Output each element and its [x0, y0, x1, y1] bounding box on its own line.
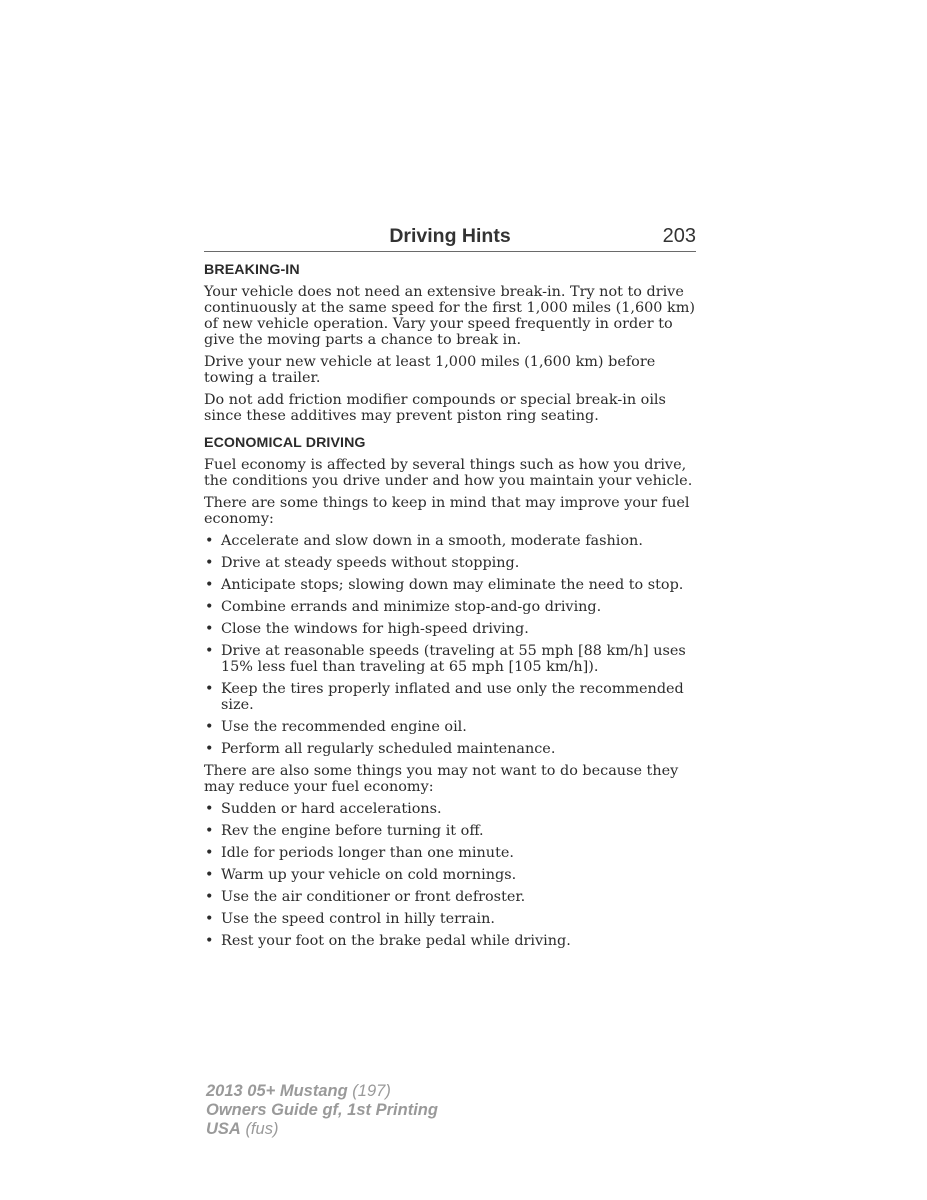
- list-item: • Drive at steady speeds without stopping.: [205, 555, 520, 571]
- paragraph: Fuel economy is affected by several things such as how you drive, the conditions you drive under and how you maintain your vehicle.: [204, 457, 693, 489]
- list-item: • Rest your foot on the brake pedal while driving.: [205, 933, 571, 949]
- page-header: [204, 224, 696, 252]
- improve-economy-list: [204, 533, 696, 757]
- paragraph: Your vehicle does not need an extensive break-in. Try not to drive continuously at the same speed for the first 1,000 miles (1,600 km) of new vehicle operation. Vary your speed frequently in order to give the moving parts a chance to break in.: [204, 284, 696, 348]
- list-item: • Use the recommended engine oil.: [205, 719, 467, 735]
- list-item: • Warm up your vehicle on cold mornings.: [205, 867, 517, 883]
- page-content: [204, 262, 696, 955]
- bullet-icon: •: [205, 801, 214, 817]
- paragraph: Drive your new vehicle at least 1,000 miles (1,600 km) before towing a trailer.: [204, 354, 656, 386]
- section-heading-economical-driving: ECONOMICAL DRIVING: [204, 435, 366, 451]
- list-item: • Drive at reasonable speeds (traveling at 55 mph [88 km/h] uses 15% less fuel than traveling at 65 mph [105 km/h]).: [205, 643, 686, 675]
- list-item: • Accelerate and slow down in a smooth, moderate fashion.: [205, 533, 643, 549]
- avoid-list: [204, 801, 696, 949]
- bullet-icon: •: [205, 933, 214, 949]
- section-heading-breaking-in: BREAKING-IN: [204, 262, 300, 278]
- bullet-icon: •: [205, 533, 214, 549]
- bullet-icon: •: [205, 555, 214, 571]
- footer-line-1: 2013 05+ Mustang (197): [206, 1082, 391, 1100]
- bullet-icon: •: [205, 889, 214, 905]
- list-item: • Idle for periods longer than one minute.: [205, 845, 514, 861]
- list-item: • Use the air conditioner or front defroster.: [205, 889, 526, 905]
- bullet-icon: •: [205, 719, 214, 735]
- bullet-icon: •: [205, 911, 214, 927]
- bullet-icon: •: [205, 621, 214, 637]
- bullet-icon: •: [205, 845, 214, 861]
- list-item: • Combine errands and minimize stop-and-go driving.: [205, 599, 602, 615]
- list-item: • Rev the engine before turning it off.: [205, 823, 484, 839]
- page-title: Driving Hints: [389, 225, 511, 247]
- footer-line-2: Owners Guide gf, 1st Printing: [206, 1101, 438, 1119]
- bullet-icon: •: [205, 577, 214, 593]
- bullet-icon: •: [205, 823, 214, 839]
- list-item: • Sudden or hard accelerations.: [205, 801, 442, 817]
- list-item: • Keep the tires properly inflated and use only the recommended size.: [205, 681, 684, 713]
- paragraph: Do not add friction modifier compounds or special break-in oils since these additives may prevent piston ring seating.: [204, 392, 666, 424]
- bullet-icon: •: [205, 681, 214, 697]
- paragraph: There are also some things you may not want to do because they may reduce your fuel economy:: [204, 763, 679, 795]
- paragraph: There are some things to keep in mind that may improve your fuel economy:: [204, 495, 690, 527]
- bullet-icon: •: [205, 741, 214, 757]
- footer-line-3: USA (fus): [206, 1120, 279, 1138]
- page-footer: [206, 1082, 438, 1139]
- list-item: • Close the windows for high-speed driving.: [205, 621, 529, 637]
- list-item: • Perform all regularly scheduled maintenance.: [205, 741, 556, 757]
- list-item: • Anticipate stops; slowing down may eliminate the need to stop.: [205, 577, 684, 593]
- bullet-icon: •: [205, 643, 214, 659]
- bullet-icon: •: [205, 599, 214, 615]
- page-number: 203: [662, 225, 696, 247]
- list-item: • Use the speed control in hilly terrain.: [205, 911, 495, 927]
- bullet-icon: •: [205, 867, 214, 883]
